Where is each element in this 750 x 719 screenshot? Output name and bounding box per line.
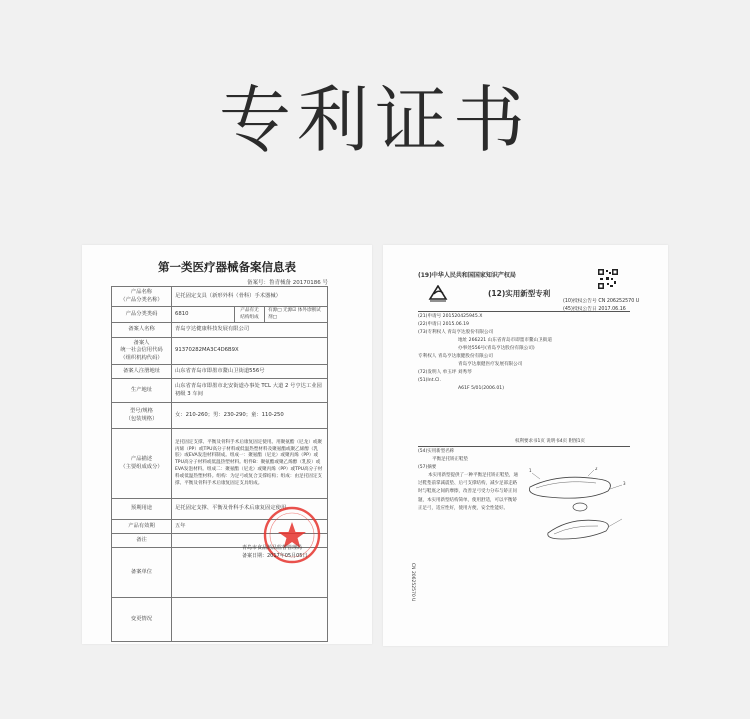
table-row (112, 287, 328, 307)
biblio-line: 地址 266221 山东省青岛市即墨市鳌山卫街道 (458, 338, 552, 344)
table-row (112, 307, 328, 323)
row-label: 产品分类类码 (112, 307, 172, 323)
biblio-line: (73)专利权人 青岛亨达股份有限公司 (418, 330, 494, 336)
row-value: 山东省青岛市即墨市北安街道办事处 TCL 大道 2 号亨达工业园初级 3 车间 (172, 379, 328, 403)
biblio-line: (22)申请日 2015.06.19 (418, 322, 469, 328)
row-label: 生产地址 (112, 379, 172, 403)
page-title: 专利证书 (218, 78, 531, 162)
patent-office-header: (19)中华人民共和国国家知识产权局 (418, 272, 516, 279)
biblio-line: 青岛亨达康健医疗发展有限公司 (458, 362, 523, 368)
drawing-label: 3 (623, 481, 626, 486)
drawing-label: 1 (529, 468, 532, 473)
table-row (112, 365, 328, 379)
abstract-text: 本实用新型提供了一种平衡足托矫正鞋垫，通过鞋垫前掌减震垫、后弓支撑结构，减少足部走路时与鞋底之间的摩擦，改善足弓受力分布与矫正问题，本实用新型结构简单，使用舒适，可以平衡矫正足弓，适应性好，使用方便，安全性能好。 (418, 473, 518, 511)
filing-form-document (82, 245, 372, 644)
row-label: 产品有效期 (112, 520, 172, 534)
biblio-line: (51)Int.Cl. (418, 378, 441, 384)
row-label: 备案人名称 (112, 323, 172, 338)
row-label: 备案人注册地址 (112, 365, 172, 379)
row-options: 有源□ 无源☑ 体外诊断试剂□ (265, 307, 328, 323)
table-row (112, 403, 328, 429)
patent-type-header: (12)实用新型专利 (488, 289, 551, 298)
row-value: 女：210-260；男：230-290；童：110-250 (172, 403, 328, 429)
insole-drawing (518, 467, 638, 547)
biblio-line: (72)发明人 单玉坪 刘秀琴 (418, 370, 472, 376)
table-row (112, 429, 328, 499)
vertical-patent-code: CN 206252570 U (410, 563, 415, 602)
biblio-line: A61F 5/01(2006.01) (458, 386, 504, 392)
biblio-line: (21)申请号 201520425945.X (418, 314, 483, 319)
seal-caption: 青岛市食品药品监督管理局 备案日期：2017年05月05日 (242, 545, 308, 559)
row-label: 备案单位 (112, 548, 172, 598)
qr-code-icon (598, 269, 618, 289)
abstract-label: (57)摘要 (418, 465, 437, 471)
publication-date: (45)授权公告日 2017.06.16 (563, 307, 626, 313)
abstract-divider (418, 446, 630, 447)
filing-number: 备案号：鲁青械备 20170186 号 (247, 280, 328, 286)
row-label: 备注 (112, 534, 172, 548)
row-value: 青岛亨达健康科技发展有限公司 (172, 323, 328, 338)
row-value: 足托固定支撑、平衡及骨科手术后康复固定使用。用聚氨酯（尼龙）或聚丙烯（PP）或TPU高分子材料或低温热塑材料及聚氨酯或聚乙烯醇（乳胶）或EVA发泡材料制成。组成一：聚氨酯（尼龙）或聚丙烯（PP）或TPU高分子材料或低温热塑材料。组件B：聚氨酯或聚乙烯醇（乳胶）或EVA发泡材料。组成二：聚氨酯（尼龙）或聚丙烯（PP）或TPU高分子材料或低温热塑材料。组构：为足弓或复合支撑结构；组成：由足托固定支撑、平衡及骨科手术后康复固定支具组成。 (172, 429, 328, 499)
publication-number: (10)授权公告号 CN 206252570 U (563, 299, 640, 304)
abstract-section (418, 448, 518, 513)
bibliographic-data (418, 313, 633, 393)
row-label: 备案人 统一社会信用代码 （组织机构代码） (112, 338, 172, 365)
page-count-note: 权利要求书1页 说明书4页 附图1页 (515, 439, 585, 444)
table-row (112, 323, 328, 338)
table-row (112, 598, 328, 642)
filing-form-title: 第一类医疗器械备案信息表 (158, 260, 296, 274)
biblio-line: 专利权人 青岛亨达康健股份有限公司 (418, 354, 493, 360)
table-row (112, 338, 328, 365)
row-value: 足托固定支撑、平衡及骨科手术后康复固定使用。 (172, 499, 328, 520)
row-value: 五年 (172, 520, 328, 534)
row-label: 预期用途 (112, 499, 172, 520)
row-value: 6810 (172, 307, 235, 323)
drawing-label: 2 (595, 467, 598, 471)
row-value: 91370282MA3C4D6B9X (172, 338, 328, 365)
row-value (172, 598, 328, 642)
row-label: 产品名称 （产品分类名称） (112, 287, 172, 307)
patent-office-logo-icon (428, 285, 448, 303)
table-row (112, 379, 328, 403)
row-value: 山东省青岛市即墨市鳌山卫街道556号 (172, 365, 328, 379)
row-label: 产品有无 结构组成 (235, 307, 265, 323)
row-label: 产品描述 （主要组成成分） (112, 429, 172, 499)
header-divider (418, 311, 630, 312)
row-label: 型号/规格 （包装规格） (112, 403, 172, 429)
row-label: 变更情况 (112, 598, 172, 642)
abstract-title: (54)实用新型名称 (418, 449, 455, 454)
utility-model-name: 平衡足托矫正鞋垫 (432, 457, 468, 463)
row-value: 足托固定支具（新形外科（骨科）手术器械） (172, 287, 328, 307)
patent-document (383, 245, 668, 646)
biblio-line: 办事处556号(青岛亨达股份有限公司) (458, 346, 535, 352)
filing-table (111, 286, 328, 642)
